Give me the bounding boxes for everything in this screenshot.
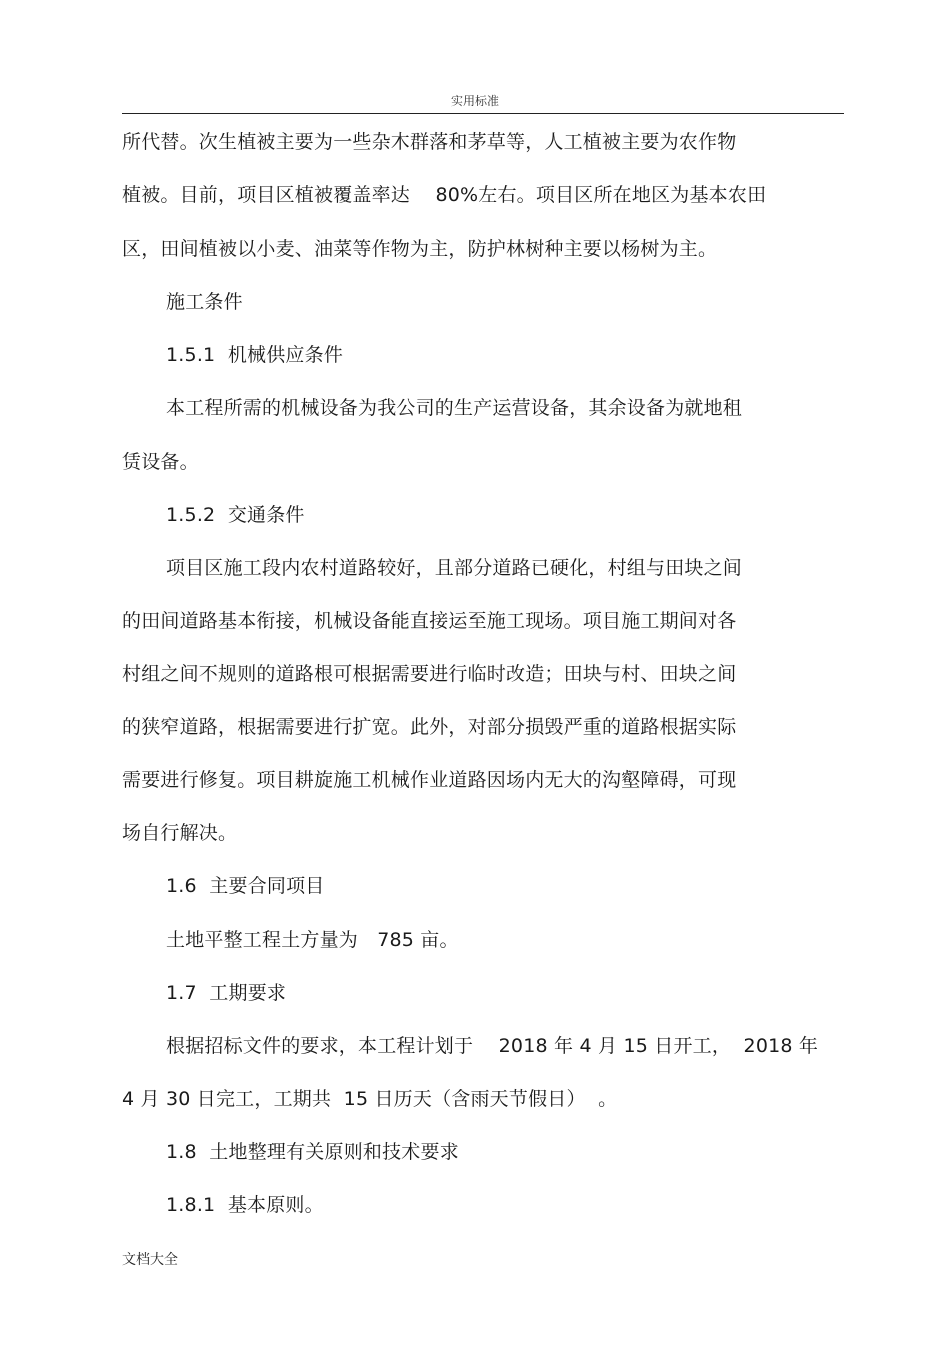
body-line: 土地平整工程土方量为 785 亩。 [166,929,459,951]
body-line: 需要进行修复。项目耕旋施工机械作业道路因场内无大的沟壑障碍，可现 [122,769,737,791]
section-heading: 施工条件 [166,291,243,313]
header-rule [122,113,844,114]
body-line: 村组之间不规则的道路根可根据需要进行临时改造；田块与村、田块之间 [122,663,737,685]
body-line: 赁设备。 [122,451,199,473]
body-line: 区，田间植被以小麦、油菜等作物为主，防护林树种主要以杨树为主。 [122,238,718,260]
page-header: 实用标准 [450,94,499,108]
section-heading: 1.5.2 交通条件 [166,504,305,526]
body-line: 的田间道路基本衔接，机械设备能直接运至施工现场。项目施工期间对各 [122,610,737,632]
body-line: 项目区施工段内农村道路较好，且部分道路已硬化，村组与田块之间 [166,557,743,579]
page-footer: 文档大全 [122,1252,178,1268]
section-heading: 1.5.1 机械供应条件 [166,344,344,366]
section-heading: 1.6 主要合同项目 [166,875,325,897]
body-line: 植被。目前，项目区植被覆盖率达 80%左右。项目区所在地区为基本农田 [122,184,767,206]
body-line: 根据招标文件的要求，本工程计划于 2018 年 4 月 15 日开工， 2018 年 [166,1035,819,1057]
section-heading: 1.8.1 基本原则。 [166,1194,324,1216]
body-line: 的狭窄道路，根据需要进行扩宽。此外，对部分损毁严重的道路根据实际 [122,716,737,738]
body-line: 所代替。次生植被主要为一些杂木群落和茅草等，人工植被主要为农作物 [122,131,737,153]
body-line: 本工程所需的机械设备为我公司的生产运营设备，其余设备为就地租 [166,397,743,419]
section-heading: 1.7 工期要求 [166,982,287,1004]
body-line: 4 月 30 日完工，工期共 15 日历天（含雨天节假日） 。 [122,1088,618,1110]
body-line: 场自行解决。 [122,822,238,844]
section-heading: 1.8 土地整理有关原则和技术要求 [166,1141,459,1163]
